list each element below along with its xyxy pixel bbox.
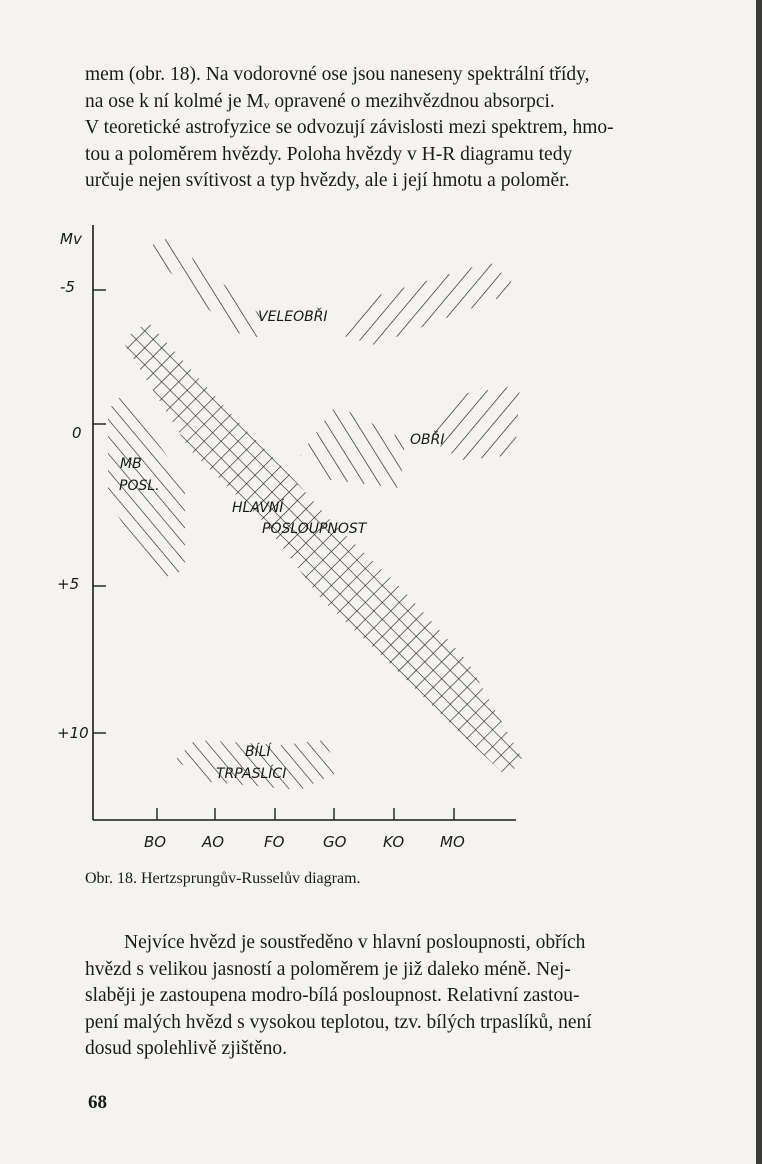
text-line: dosud spolehlivě zjištěno. xyxy=(85,1038,288,1060)
text-line: tou a poloměrem hvězdy. Poloha hvězdy v H-R diagramu tedy xyxy=(85,143,573,165)
text-line: určuje nejen svítivost a typ hvězdy, ale i její hmotu a poloměr. xyxy=(85,170,570,191)
giants-region-right xyxy=(430,385,520,460)
x-tick-label: KO xyxy=(383,833,405,851)
main-sequence-label-line2: POSLOUPNOST xyxy=(262,521,367,537)
text-line: slaběji je zastoupena modro-bílá posloupnost. Relativní zastou- xyxy=(85,985,580,1007)
supergiants-region-right xyxy=(340,262,520,345)
y-tick-label: 0 xyxy=(72,424,82,442)
y-axis-label: Mv xyxy=(60,230,82,248)
text-line: Nejvíce hvězd je soustředěno v hlavní posloupnosti, obřích xyxy=(124,932,586,953)
text-line: na ose k ní kolmé je Mᵥ opravené o mezihvězdnou absorpci. xyxy=(85,90,555,112)
x-tick-label: GO xyxy=(323,833,347,851)
white-dwarfs-label-line2: TRPASLÍCI xyxy=(216,766,287,782)
giants-region-left xyxy=(300,405,405,488)
x-tick-label: FO xyxy=(264,833,285,851)
y-tick-label: +5 xyxy=(57,575,80,593)
text-line: V teoretické astrofyzice se odvozují závislosti mezi spektrem, hmo- xyxy=(85,117,614,138)
x-tick-label: AO xyxy=(202,833,225,851)
bottom-paragraph xyxy=(85,930,683,1063)
figure-caption: Obr. 18. Hertzsprungův-Russelův diagram. xyxy=(85,870,361,887)
supergiants-label: VELEOBŘI xyxy=(258,309,328,325)
x-tick-label: MO xyxy=(440,833,465,851)
y-tick-label: +10 xyxy=(57,724,89,742)
blue-white-label-line1: MB xyxy=(120,456,142,472)
giants-label: OBŘI xyxy=(410,432,445,448)
supergiants-region-left xyxy=(145,238,262,338)
text-line: mem (obr. 18). Na vodorovné ose jsou naneseny spektrální třídy, xyxy=(85,64,590,85)
page-number: 68 xyxy=(88,1092,107,1113)
text-line: hvězd s velikou jasností a poloměrem je již daleko méně. Nej- xyxy=(85,958,571,980)
main-sequence-label-line1: HLAVNÍ xyxy=(232,500,284,516)
blue-white-label-line2: POSL. xyxy=(119,478,160,494)
text-line: pení malých hvězd s vysokou teplotou, tzv. bílých trpaslíků, není xyxy=(85,1011,592,1033)
white-dwarfs-label-line1: BÍLÍ xyxy=(245,744,271,760)
y-tick-label: -5 xyxy=(60,278,75,296)
x-tick-label: BO xyxy=(144,833,167,851)
